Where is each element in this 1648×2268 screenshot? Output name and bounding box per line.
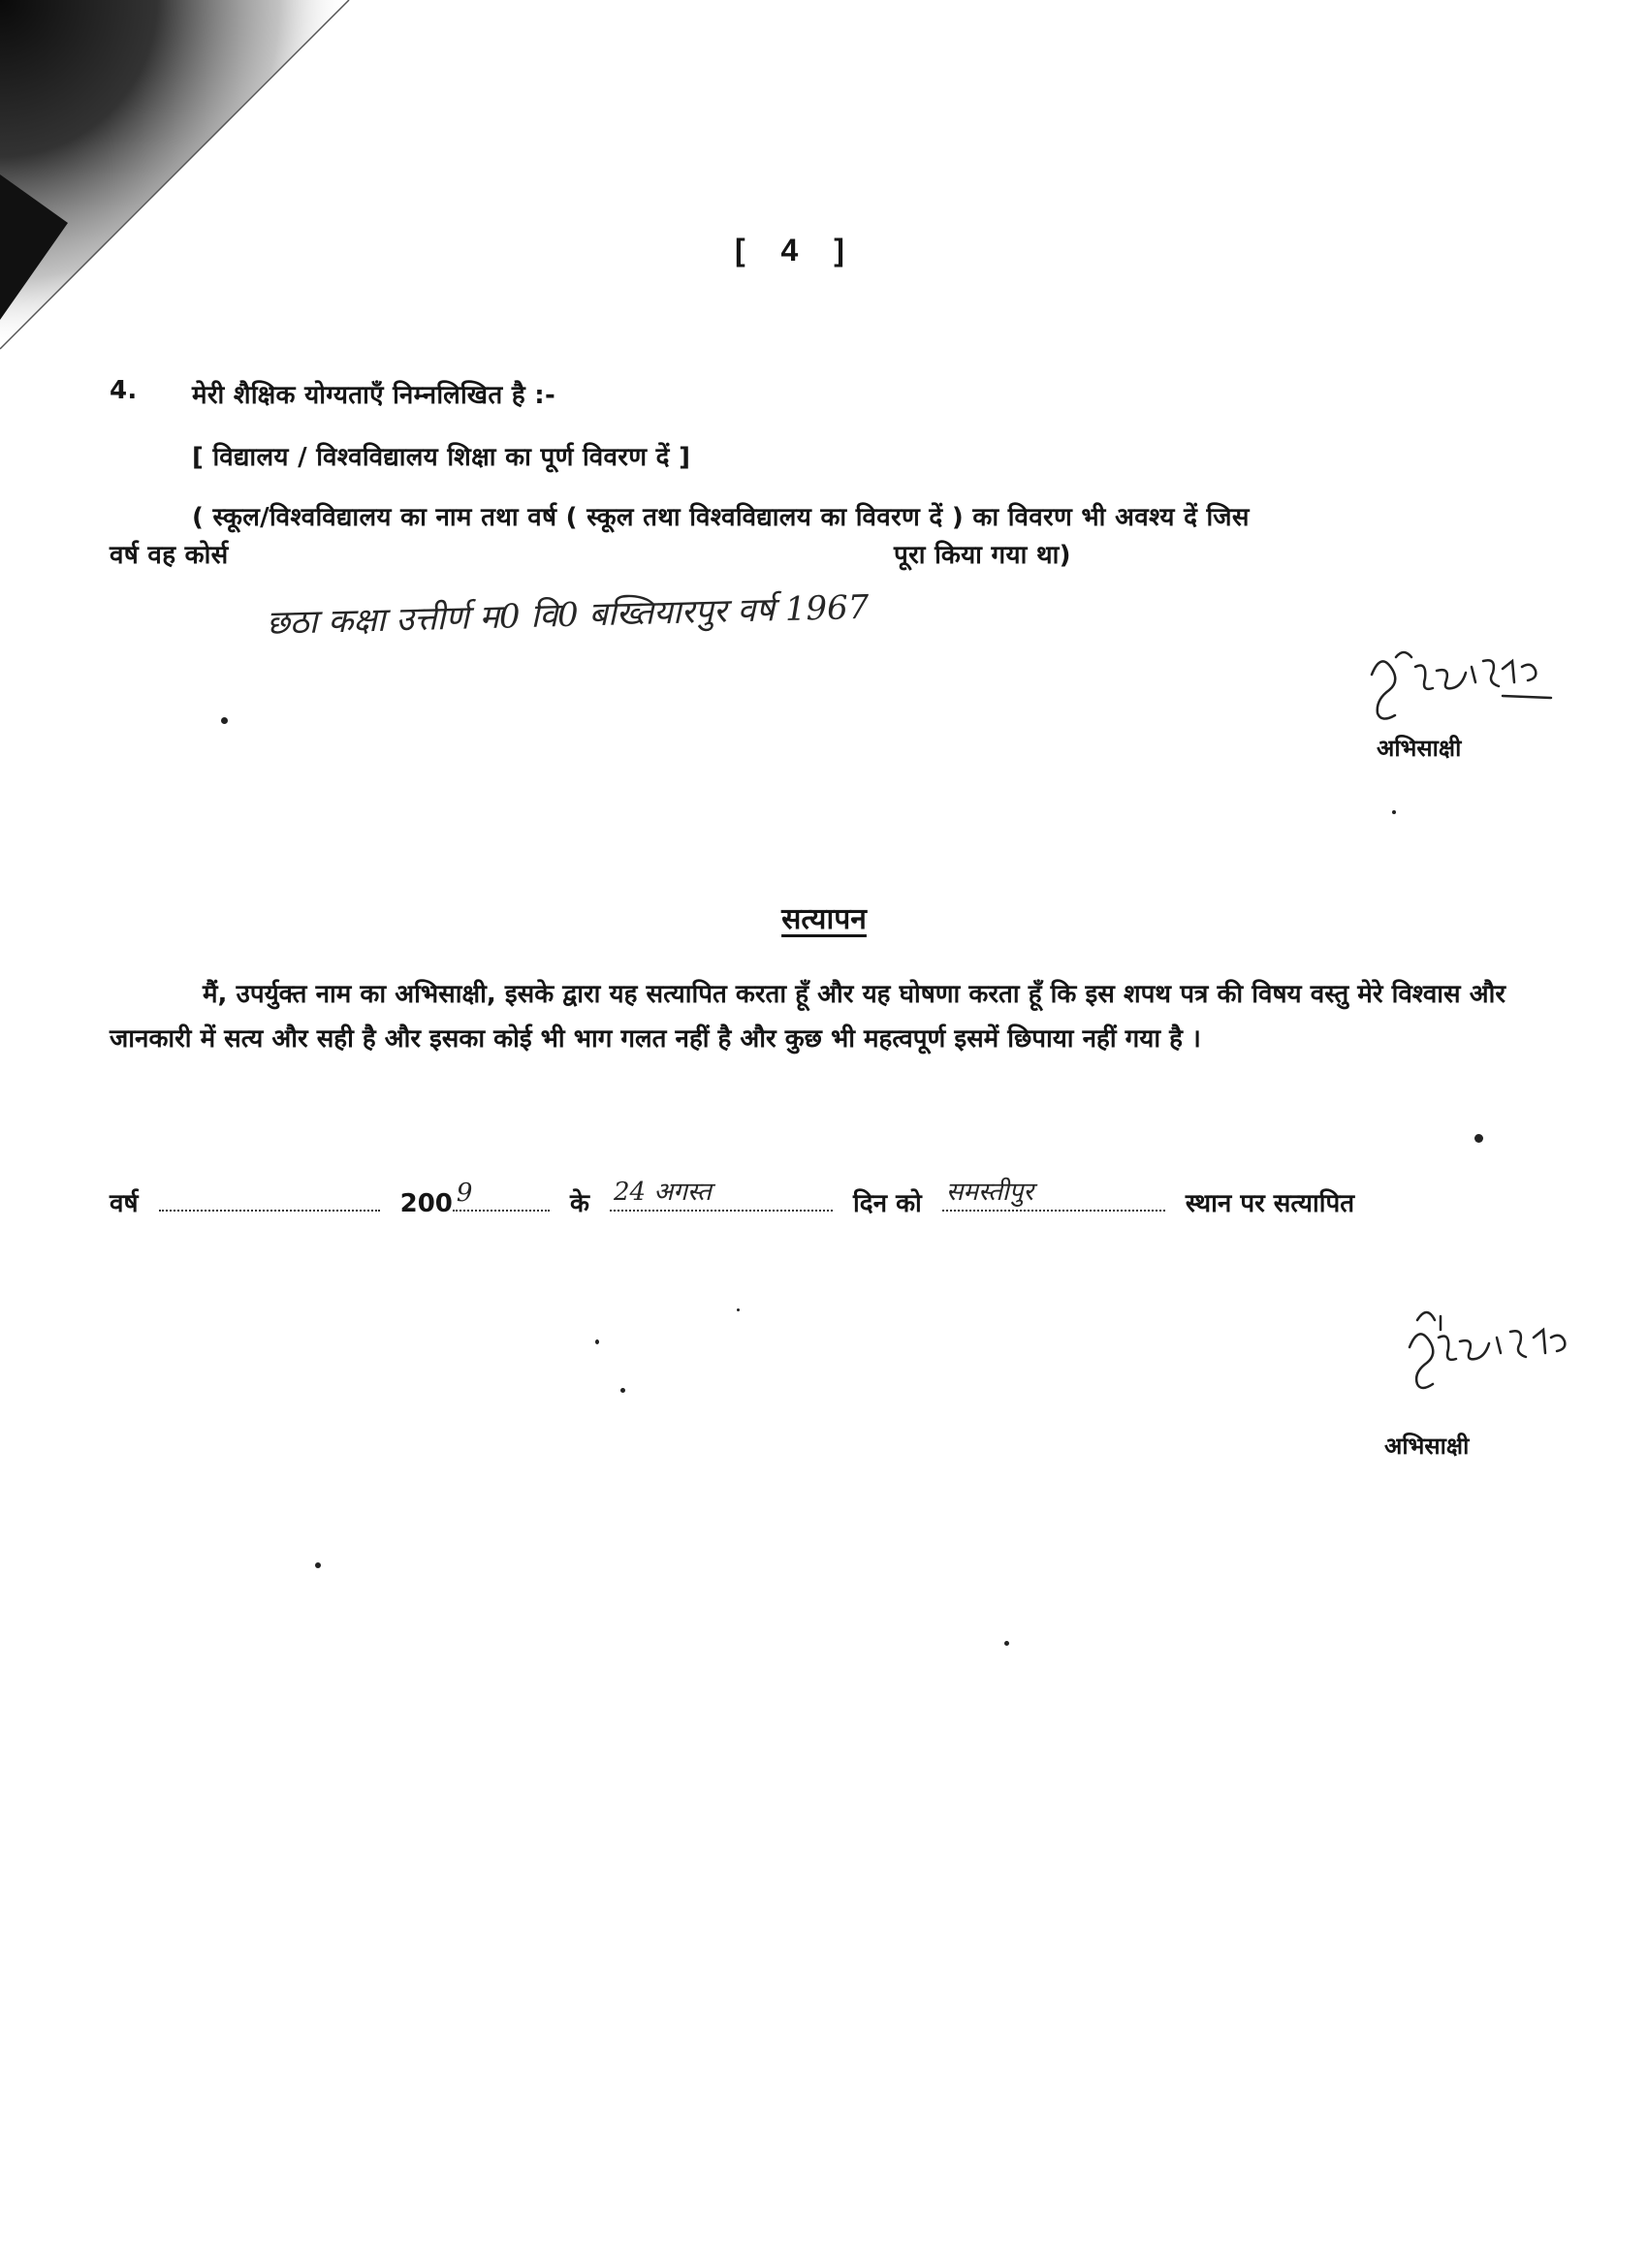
deponent-label: अभिसाक्षी	[1377, 735, 1462, 762]
scan-speck	[620, 1388, 625, 1393]
din-ko-label: दिन को	[853, 1189, 922, 1218]
scan-speck	[315, 1562, 321, 1568]
handwritten-education-entry: छठा कक्षा उत्तीर्ण म0 वि0 बख्तियारपुर वर्ष 1967	[266, 587, 870, 643]
qualification-instruction: [ विद्यालय / विश्वविद्यालय शिक्षा का पूर्ण विवरण दें ]	[192, 443, 691, 472]
qualification-note-line2-right: पूरा किया गया था)	[894, 541, 1071, 570]
page-number: [ 4 ]	[735, 233, 844, 268]
scan-speck	[1474, 1134, 1483, 1143]
deponent-signature	[1357, 638, 1570, 725]
deponent-signature-verification	[1396, 1299, 1590, 1396]
scan-speck	[1004, 1641, 1009, 1646]
handwritten-date: 24 अगस्त	[613, 1178, 712, 1207]
year-prefix: 200	[399, 1189, 453, 1218]
year-label: वर्ष	[110, 1189, 139, 1218]
ke-label: के	[569, 1189, 589, 1218]
item-number: 4.	[110, 376, 138, 405]
scan-corner-shadow	[0, 0, 368, 368]
qualification-note-line1: ( स्कूल/विश्वविद्यालय का नाम तथा वर्ष ( स्कूल तथा विश्वविद्यालय का विवरण दें ) का विवरण भी अवश्य दें जिस	[192, 503, 1250, 532]
scan-speck	[1392, 810, 1396, 814]
qualification-note-line2-left: वर्ष वह कोर्स	[110, 541, 229, 570]
year-fill	[453, 1181, 550, 1212]
scan-speck	[595, 1339, 599, 1344]
verification-body: मैं, उपर्युक्त नाम का अभिसाक्षी, इसके द्वारा यह सत्यापित करता हूँ और यह घोषणा करता हूँ कि इस शपथ पत्र की विषय वस्तु मेरे विश्वास और जानकारी में सत्य और सही है और इसका कोई भी भाग गलत नहीं है और कुछ भी महत्वपूर्ण इसमें छिपाया नहीं गया है ।	[110, 980, 1505, 1054]
date-fill	[610, 1178, 833, 1212]
handwritten-year-digit: 9	[456, 1179, 473, 1208]
year-blank	[159, 1181, 380, 1212]
scan-speck	[221, 717, 228, 724]
qualification-heading: मेरी शैक्षिक योग्यताएँ निम्नलिखित है :-	[192, 381, 556, 410]
scan-speck	[737, 1308, 740, 1311]
place-fill	[942, 1178, 1165, 1212]
handwritten-place: समस्तीपुर	[945, 1178, 1034, 1207]
verified-at-suffix: स्थान पर सत्यापित	[1185, 1189, 1355, 1218]
deponent-label-verification: अभिसाक्षी	[1384, 1433, 1470, 1460]
verification-date-line	[110, 1178, 1355, 1219]
verification-title: सत्यापन	[781, 902, 867, 936]
